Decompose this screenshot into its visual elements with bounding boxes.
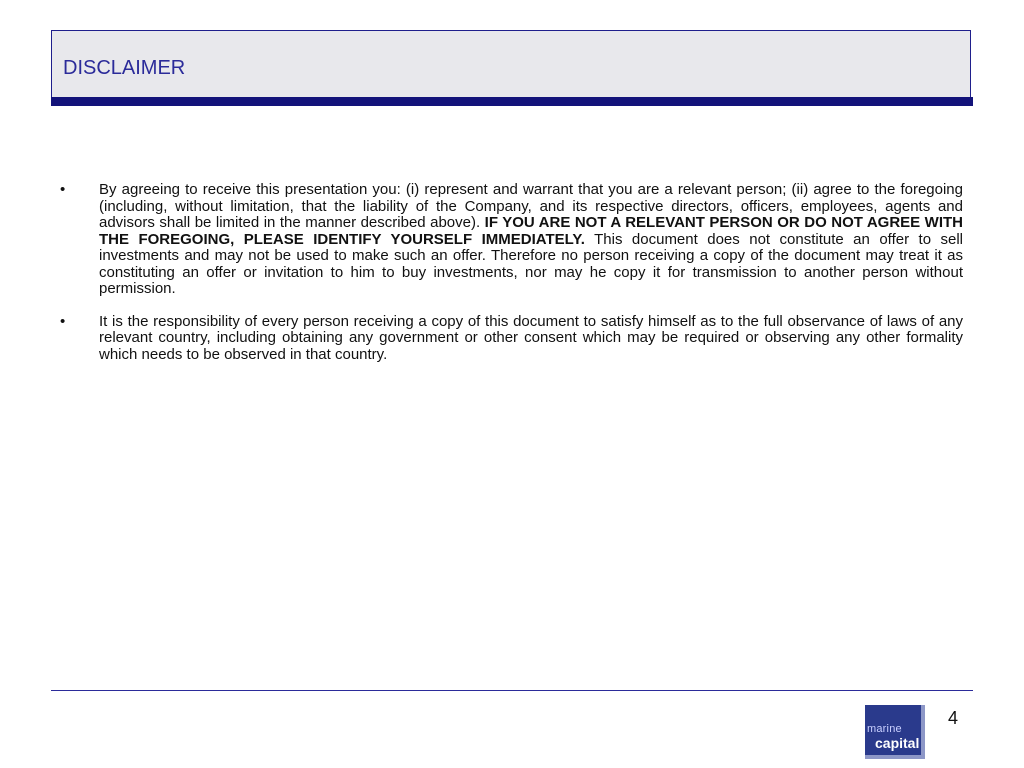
bullet-text: It is the responsibility of every person receiving a copy of this document to satisfy himself as to the full observance of laws of any relevant country, including obtaining any government or other consent which may be required or observing any other formality which needs to be observed in that country.	[99, 312, 963, 363]
footer-divider	[51, 690, 973, 691]
bullet-item	[60, 314, 963, 364]
slide-title: DISCLAIMER	[63, 57, 186, 79]
title-underline-bar	[51, 97, 973, 106]
logo-text-marine: marine	[867, 723, 902, 735]
bullet-text-part2: This document does not constitute an offer to sell investments and may not be used to make such an offer. Therefore no person receiving a copy of the document may treat it as constituting an offer or invitation to him to buy investments, nor may he copy it for transmission to another person without permission.	[99, 230, 963, 297]
bullet-marker: •	[60, 312, 66, 330]
bullet-item	[60, 182, 963, 298]
bullet-text	[99, 182, 963, 298]
page-number: 4	[948, 708, 959, 728]
disclaimer-content	[60, 182, 963, 379]
bullet-text-part1: By agreeing to receive this presentation you: (i) represent and warrant that you are a relevant person; (ii) agree to the foregoing (including, without limitation, that the liability of the Company, and its respective directors, officers, employees, agents and advisors shall be limited in the manner described above).	[99, 181, 963, 231]
title-box	[51, 30, 971, 97]
bullet-text-bold: IF YOU ARE NOT A RELEVANT PERSON OR DO NOT AGREE WITH THE FOREGOING, PLEASE IDENTIFY YOURSELF IMMEDIATELY.	[99, 214, 963, 248]
marine-capital-logo	[865, 705, 925, 759]
bullet-marker: •	[60, 181, 66, 198]
logo-text-capital: capital	[875, 735, 920, 751]
